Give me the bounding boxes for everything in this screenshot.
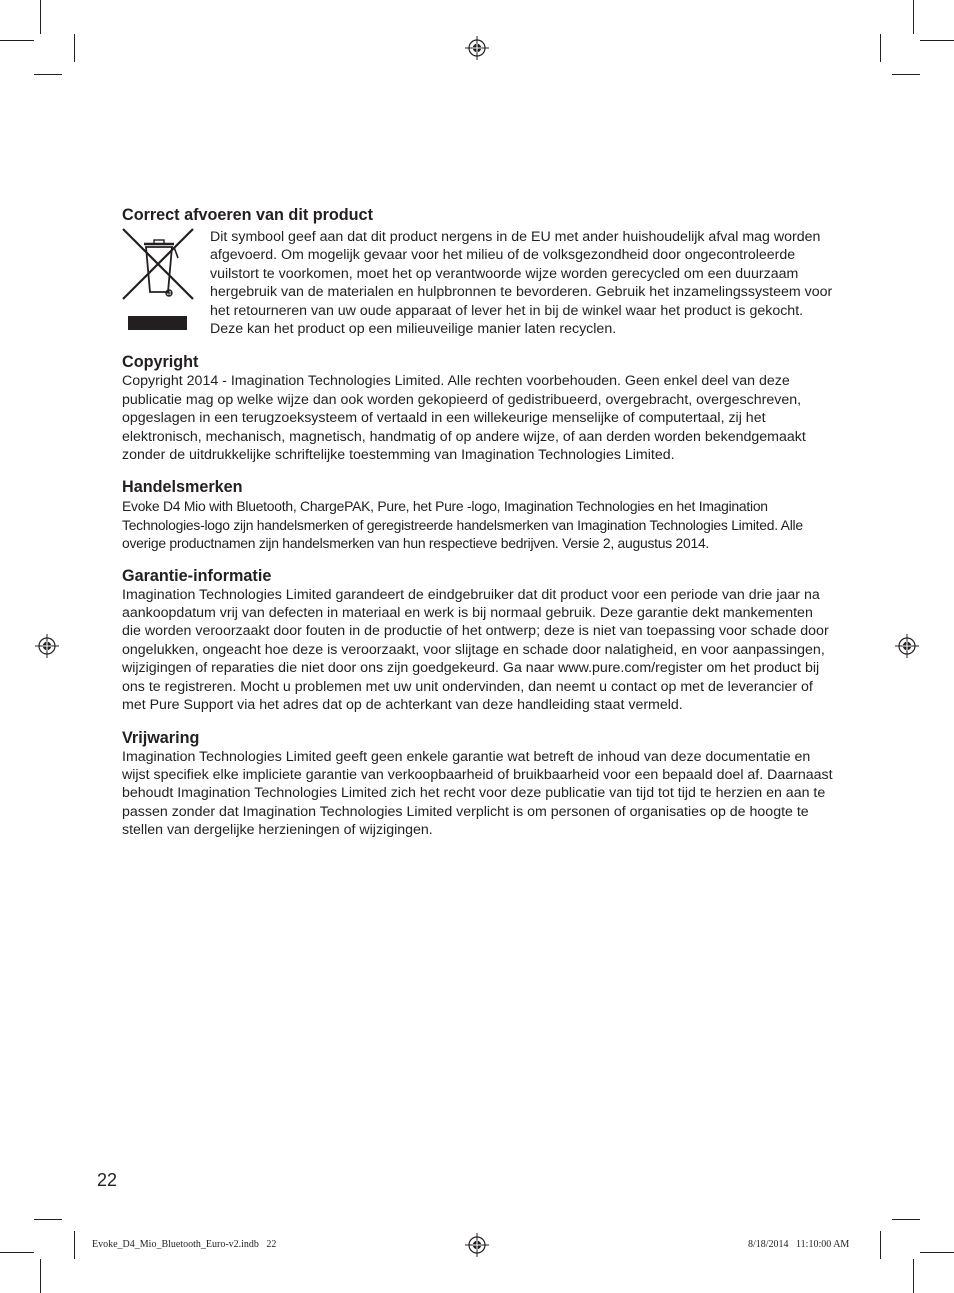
- section-text: Imagination Technologies Limited garandeert de eindgebruiker dat dit product voor een periode van drie jaar na aankoopdatum vrij van defecten in materiaal en werk is bij normaal gebruik. Deze garantie dekt mankementen die worden veroorzaakt door fouten in de productie of het ontwerp; deze is niet van toepassing voor schade door ongelukken, ongeacht hoe deze is veroorzaakt, voor slijtage en schade door nalatigheid, en voor aanpassingen, wijzigingen of reparaties die niet door ons zijn goedgekeurd. Ga naar www.pure.com/register om het product bij ons te registreren. Mocht u problemen met uw unit ondervinden, dan neemt u contact op met de leverancier of met Pure Support via het adres dat op de achterkant van deze handleiding staat vermeld.: [122, 586, 829, 714]
- crop-mark: [892, 74, 920, 75]
- disposal-symbol: [122, 228, 210, 339]
- document-body: [122, 205, 834, 853]
- crop-mark: [34, 74, 62, 75]
- page-number: 22: [97, 1170, 118, 1190]
- crop-mark: [880, 1231, 881, 1259]
- registration-target-icon: [895, 634, 919, 658]
- slug-filename: Evoke_D4_Mio_Bluetooth_Euro-v2.indb 22: [92, 1239, 277, 1250]
- section-disclaimer: [122, 728, 834, 840]
- section-disposal: [122, 205, 834, 339]
- section-heading: Handelsmerken: [122, 478, 243, 497]
- section-copyright: [122, 352, 834, 464]
- disposal-body: [122, 228, 834, 339]
- crop-mark: [892, 1219, 920, 1220]
- section-text: Imagination Technologies Limited geeft geen enkele garantie wat betreft de inhoud van deze documentatie en wijst specifiek elke impliciete garantie van verkoopbaarheid of bruikbaarheid voor een bepaald doel af. Daarnaast behoudt Imagination Technologies Limited zich het recht voor deze publicatie van tijd tot tijd te herzien en aan te passen zonder dat Imagination Technologies Limited verplicht is om personen of organisaties op de hoogte te stellen van dergelijke herzieningen of wijzigingen.: [122, 748, 833, 839]
- registration-target-icon: [465, 36, 489, 60]
- crop-mark: [40, 0, 41, 34]
- crop-mark: [74, 34, 75, 62]
- registration-target-icon: [35, 634, 59, 658]
- section-trademarks: [122, 477, 834, 552]
- crop-mark: [913, 0, 914, 34]
- section-text: Dit symbool geef aan dat dit product nergens in de EU met ander huishoudelijk afval mag worden afgevoerd. Om mogelijk gevaar voor het milieu of de volksgezondheid door ongecontroleerde vuilstort te voorkomen, moet het op verantwoorde wijze worden gerecycled om een duurzaam hergebruik van de materialen en hulpbronnen te bevorderen. Gebruik het inzamelingssysteem voor het retourneren van uw oude apparaat of lever het in bij de winkel waar het product is gekocht. Deze kan het product op een milieuveilige manier laten recyclen.: [210, 229, 833, 338]
- section-heading: Garantie-informatie: [122, 566, 272, 585]
- crop-mark: [34, 1219, 62, 1220]
- crossed-out-wheelie-bin-icon: [122, 228, 196, 334]
- section-text: Evoke D4 Mio with Bluetooth, ChargePAK, Pure, het Pure -logo, Imagination Technologies en het Imagination Technologies-logo zijn handelsmerken of geregistreerde handelsmerken van Imagination Technologies Limited. Alle overige productnamen zijn handelsmerken van hun respectieve bedrijven. Versie 2, augustus 2014.: [122, 498, 803, 552]
- crop-mark: [920, 1252, 954, 1253]
- crop-mark: [920, 40, 954, 41]
- crop-mark: [0, 1252, 34, 1253]
- section-text: Copyright 2014 - Imagination Technologies Limited. Alle rechten voorbehouden. Geen enkel deel van deze publicatie mag op welke wijze dan ook worden gekopieerd of gedistribueerd, overgebracht, overgeschreven, opgeslagen in een terugzoeksysteem of vertaald in een willekeurige menselijke of computertaal, zij het elektronisch, mechanisch, magnetisch, handmatig of op andere wijze, of aan derden worden bekendgemaakt zonder de uitdrukkelijke schriftelijke toestemming van Imagination Technologies Limited.: [122, 373, 806, 464]
- section-warranty: [122, 566, 834, 715]
- crop-mark: [913, 1259, 914, 1293]
- crop-mark: [40, 1259, 41, 1293]
- registration-target-icon: [465, 1233, 489, 1257]
- section-heading: Copyright: [122, 353, 199, 372]
- crop-mark: [74, 1231, 75, 1259]
- crop-mark: [0, 40, 34, 41]
- section-heading: Correct afvoeren van dit product: [122, 206, 373, 224]
- slug-timestamp: 8/18/2014 11:10:00 AM: [748, 1239, 850, 1250]
- crop-mark: [880, 34, 881, 62]
- section-heading: Vrijwaring: [122, 728, 200, 747]
